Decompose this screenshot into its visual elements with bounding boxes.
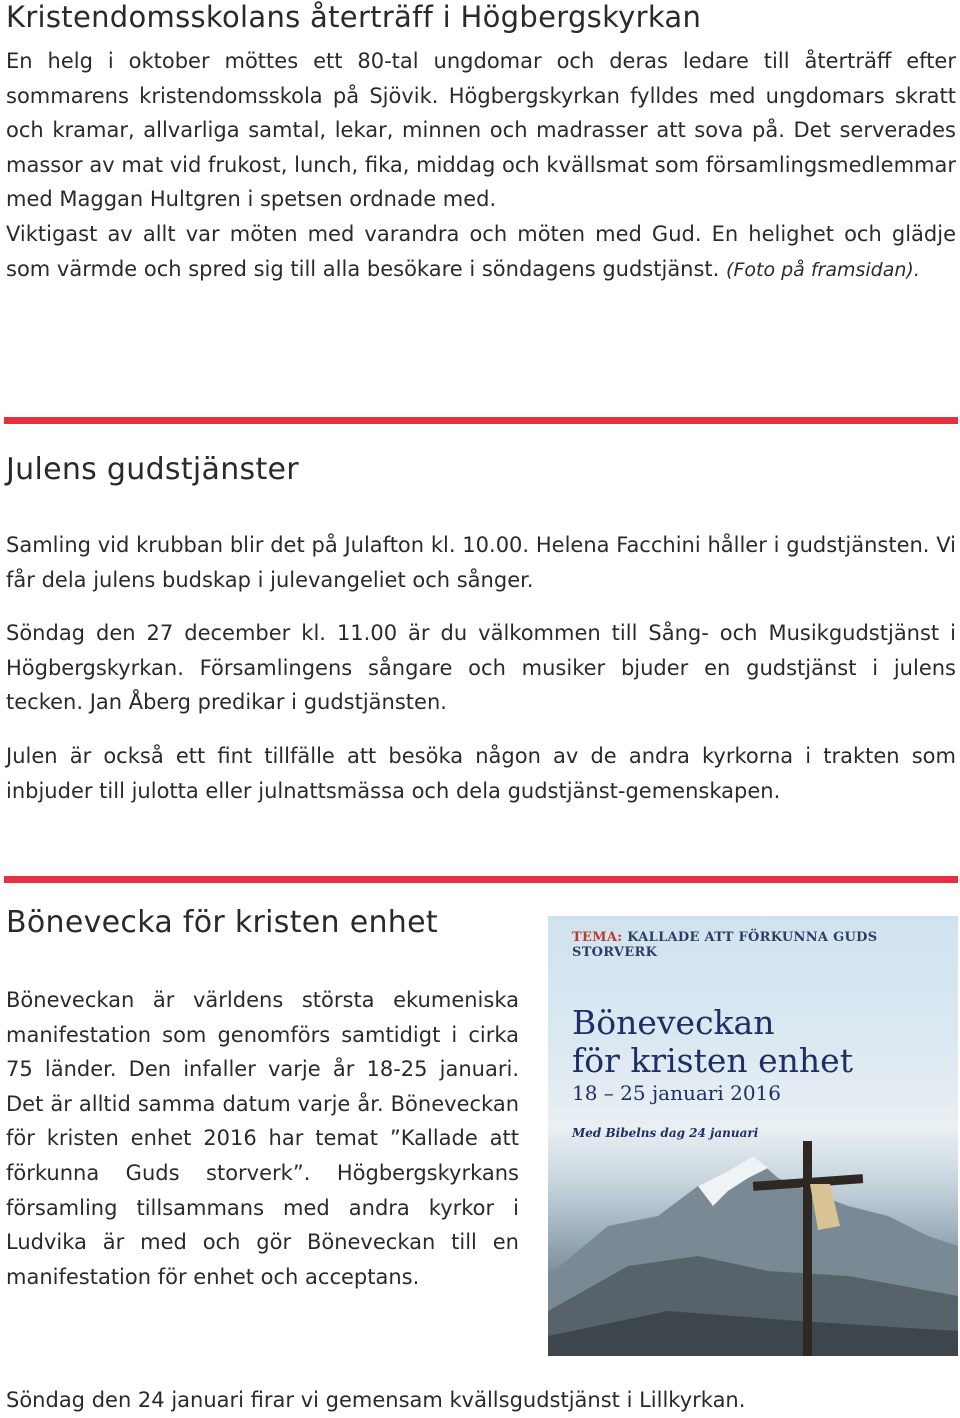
poster-title-line-2: för kristen enhet [572,1041,853,1080]
section-body-julens [6,528,956,808]
section-title-atertraff: Kristendomsskolans återträff i Högbergskyrkan [6,0,702,34]
poster-theme-label: TEMA: [572,930,623,945]
paragraph-atertraff-1: En helg i oktober möttes ett 80-tal ungdomar och deras ledare till återträff efter sommarens kristendomsskola på Sjövik. Högbergskyrkan fylldes med ungdomars skratt och kramar, allvarliga samtal, lekar, minnen och madrasser att sova på. Det serverades massor av mat vid frukost, lunch, fika, middag och kvällsmat som församlingsmedlemmar med Maggan Hultgren i spetsen ordnade med. [6,49,956,212]
poster-image [548,916,958,1356]
paragraph-bonevecka-2: Söndag den 24 januari firar vi gemensam kvällsgudstjänst i Lillkyrkan. [6,1388,746,1412]
section-aterträff [6,0,956,34]
poster-subtitle: Med Bibelns dag 24 januari [572,1126,759,1140]
section-footer-bonevecka [6,1383,946,1418]
divider-rule-2 [4,876,958,883]
photo-note: (Foto på framsidan). [726,258,920,281]
poster-title-line-1: Böneveckan [572,1003,775,1042]
paragraph-bonevecka-1: Böneveckan är världens största ekumeniska manifestation som genomförs samtidigt i cirka 75 länder. Den infaller varje år 18-25 januari. Det är alltid samma datum varje år. Böneveckan för kristen enhet 2016 har temat ”Kallade att förkunna Guds storverk”. Högbergskyrkans församling tillsammans med andra kyrkor i Ludvika är med och gör Böneveckan till en manifestation för enhet och acceptans. [6,988,519,1289]
poster-theme [572,930,958,960]
paragraph-atertraff-2-text: Viktigast av allt var möten med varandra och möten med Gud. En helighet och glädje som värmde och spred sig till alla besökare i söndagens gudstjänst. [6,221,956,281]
paragraph-julens-1: Samling vid krubban blir det på Julafton kl. 10.00. Helena Facchini håller i gudstjänsten. Vi får dela julens budskap i julevangeliet och sånger. [6,533,956,592]
section-title-bonevecka: Bönevecka för kristen enhet [6,905,438,940]
paragraph-julens-2: Söndag den 27 december kl. 11.00 är du välkommen till Sång- och Musikgudstjänst i Högbergskyrkan. Församlingens sångare och musiker bjuder en gudstjänst i julens tecken. Jan Åberg predikar i gudstjänsten. [6,621,956,715]
paragraph-julens-3: Julen är också ett fint tillfälle att besöka någon av de andra kyrkorna i trakten som inbjuder till julotta eller julnattsmässa och dela gudstjänst-gemenskapen. [6,743,956,803]
section-julens [6,452,956,488]
poster-theme-text: KALLADE ATT FÖRKUNNA GUDS STORVERK [572,930,878,960]
poster-dates: 18 – 25 januari 2016 [572,1081,781,1105]
section-title-julens: Julens gudstjänster [6,452,299,487]
section-body-bonevecka [6,983,519,1294]
section-body-atertraff [6,44,956,287]
divider-rule-1 [4,417,958,424]
paragraph-atertraff-2 [6,217,956,287]
poster-title [572,1004,853,1080]
